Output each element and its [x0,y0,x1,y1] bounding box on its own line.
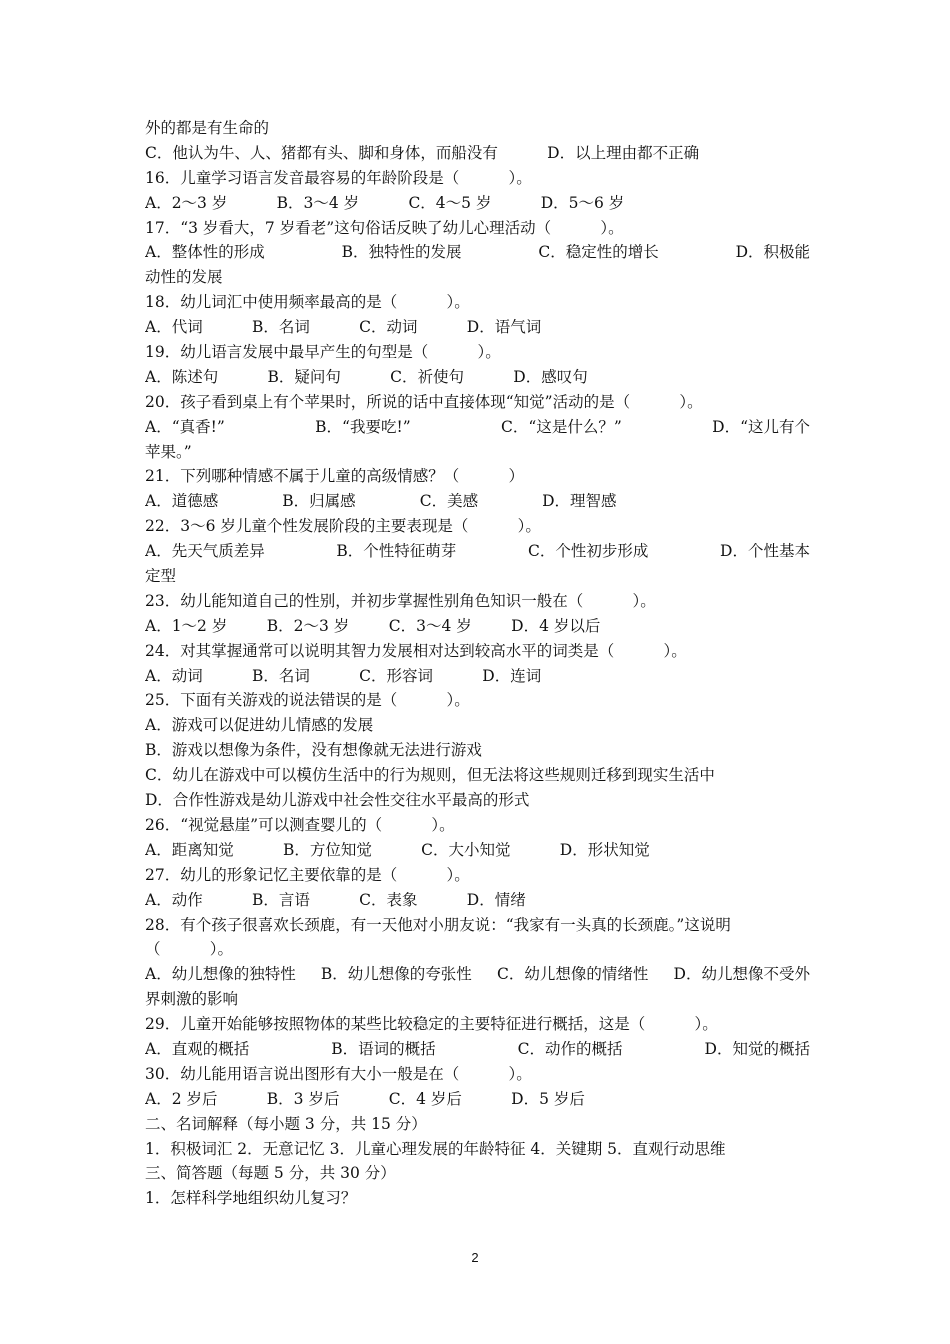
text-line: （ ）。 [145,940,234,959]
option-item: B．幼儿想像的夸张性 [320,965,472,984]
text-line: A．游戏可以促进幼儿情感的发展 [145,716,374,735]
option-item: B．语词的概括 [331,1039,436,1058]
option-item: D．5～6 岁 [540,193,625,212]
text-line: 20．孩子看到桌上有个苹果时，所说的话中直接体现“知觉”活动的是（ ）。 [145,392,703,411]
option-item: C．动词 [359,318,467,337]
option-item: C．3～4 岁 [388,616,512,635]
option-item: C．4 岁后 [388,1089,512,1108]
options-row [145,539,810,564]
option-item: D．知觉的概括 [704,1039,810,1058]
text-line: 23．幼儿能知道自己的性别，并初步掌握性别角色知识一般在（ ）。 [145,591,656,610]
option-item: A．陈述句 [145,367,268,386]
page-number: 2 [471,1250,479,1265]
option-item: D．5 岁后 [511,1089,585,1108]
text-line: 30．幼儿能用语言说出图形有大小一般是在（ ）。 [145,1064,532,1083]
option-item: C．个性初步形成 [527,542,649,561]
options-row [145,1037,810,1062]
text-line: 21．下列哪种情感不属于儿童的高级情感？（ ） [145,467,524,486]
option-item: D．以上理由都不正确 [547,143,700,162]
options-row [145,315,810,340]
option-item: A．动词 [145,666,252,685]
option-item: D．“这儿有个 [712,417,810,436]
text-line: 动性的发展 [145,268,223,287]
text-line: 界刺激的影响 [145,990,239,1009]
option-item: B．2～3 岁 [266,616,389,635]
option-item: A．1～2 岁 [145,616,267,635]
text-line: 定型 [145,567,177,586]
options-row [145,838,810,863]
option-item: A．距离知觉 [145,840,283,859]
option-item: A．“真香!” [145,417,225,436]
option-item: B．3 岁后 [266,1089,389,1108]
option-item: C．形容词 [359,666,483,685]
option-item: A．直观的概括 [145,1039,250,1058]
options-row [145,141,810,166]
option-item: B．言语 [251,890,360,909]
option-item: C．幼儿想像的情绪性 [496,965,649,984]
option-item: D．情绪 [466,890,526,909]
text-line: 1．怎样科学地组织幼儿复习？ [145,1189,357,1208]
option-item: B．方位知觉 [282,840,422,859]
options-row [145,962,810,987]
option-item: C．美感 [419,492,543,511]
text-line: 28．有个孩子很喜欢长颈鹿，有一天他对小朋友说：“我家有一头真的长颈鹿。”这说明 [145,915,731,934]
options-row [145,489,810,514]
option-item: B．3～4 岁 [276,193,409,212]
option-item: C．4～5 岁 [408,193,541,212]
option-item: B．名词 [251,318,360,337]
text-line: 22．3～6 岁儿童个性发展阶段的主要表现是（ ）。 [145,517,541,536]
text-line: 1．积极词汇 2．无意记忆 3．儿童心理发展的年龄特征 4．关键期 5．直观行动思维 [145,1139,726,1158]
option-item: C．大小知觉 [421,840,560,859]
text-line: 17．“3 岁看大，7 岁看老”这句俗话反映了幼儿心理活动（ ）。 [145,218,624,237]
option-item: A．2 岁后 [145,1089,267,1108]
text-line: 25．下面有关游戏的说法错误的是（ ）。 [145,691,470,710]
text-line: C．幼儿在游戏中可以模仿生活中的行为规则，但无法将这些规则迁移到现实生活中 [145,766,715,785]
option-item: A．先天气质差异 [145,542,265,561]
option-item: D．理智感 [542,492,617,511]
options-row [145,415,810,440]
exam-content [145,116,810,1211]
text-line: B．游戏以想像为条件，没有想像就无法进行游戏 [145,741,482,760]
options-row [145,614,810,639]
option-item: B．归属感 [282,492,420,511]
option-item: A．动作 [145,890,252,909]
options-row [145,888,810,913]
option-item: D．积极能 [735,243,810,262]
option-item: A．代词 [145,318,252,337]
text-line: 24．对其掌握通常可以说明其智力发展相对达到较高水平的词类是（ ）。 [145,641,687,660]
options-row [145,240,810,265]
option-item: C．动作的概括 [517,1039,623,1058]
option-item: A．整体性的形成 [145,243,265,262]
options-row [145,365,810,390]
option-item: D．连词 [482,666,542,685]
option-item: A．道德感 [145,492,283,511]
options-row [145,191,810,216]
options-row [145,664,810,689]
text-line: 二、名词解释（每小题 3 分，共 15 分） [145,1114,427,1133]
option-item: D．个性基本 [720,542,810,561]
text-line: 19．幼儿语言发展中最早产生的句型是（ ）。 [145,343,501,362]
text-line: 外的都是有生命的 [145,119,270,137]
text-line: 26．“视觉悬崖”可以测查婴儿的（ ）。 [145,815,455,834]
option-item: C．祈使句 [390,367,514,386]
option-item: B．“我要吃!” [315,417,411,436]
option-item: B．疑问句 [267,367,391,386]
option-item: C．“这是什么？” [501,417,622,436]
options-row [145,1087,810,1112]
text-line: D．合作性游戏是幼儿游戏中社会性交往水平最高的形式 [145,791,530,810]
option-item: D．幼儿想像不受外 [673,965,810,984]
option-item: C．他认为牛、人、猪都有头、脚和身体，而船没有 [145,143,548,162]
option-item: B．个性特征萌芽 [336,542,457,561]
option-item: B．独特性的发展 [341,243,462,262]
option-item: C．稳定性的增长 [538,243,659,262]
option-item: D．感叹句 [513,367,588,386]
option-item: B．名词 [251,666,360,685]
option-item: D．语气词 [466,318,542,337]
option-item: A．2～3 岁 [145,193,277,212]
text-line: 三、简答题（每题 5 分，共 30 分） [145,1164,396,1183]
option-item: C．表象 [359,890,467,909]
text-line: 苹果。” [145,442,192,461]
text-line: 16．儿童学习语言发音最容易的年龄阶段是（ ）。 [145,168,532,187]
text-line: 18．幼儿词汇中使用频率最高的是（ ）。 [145,293,470,312]
text-line: 29．儿童开始能够按照物体的某些比较稳定的主要特征进行概括，这是（ ）。 [145,1015,718,1034]
option-item: D．形状知觉 [559,840,650,859]
option-item: D．4 岁以后 [511,616,601,635]
text-line: 27．幼儿的形象记忆主要依靠的是（ ）。 [145,865,470,884]
option-item: A．幼儿想像的独特性 [145,965,296,984]
